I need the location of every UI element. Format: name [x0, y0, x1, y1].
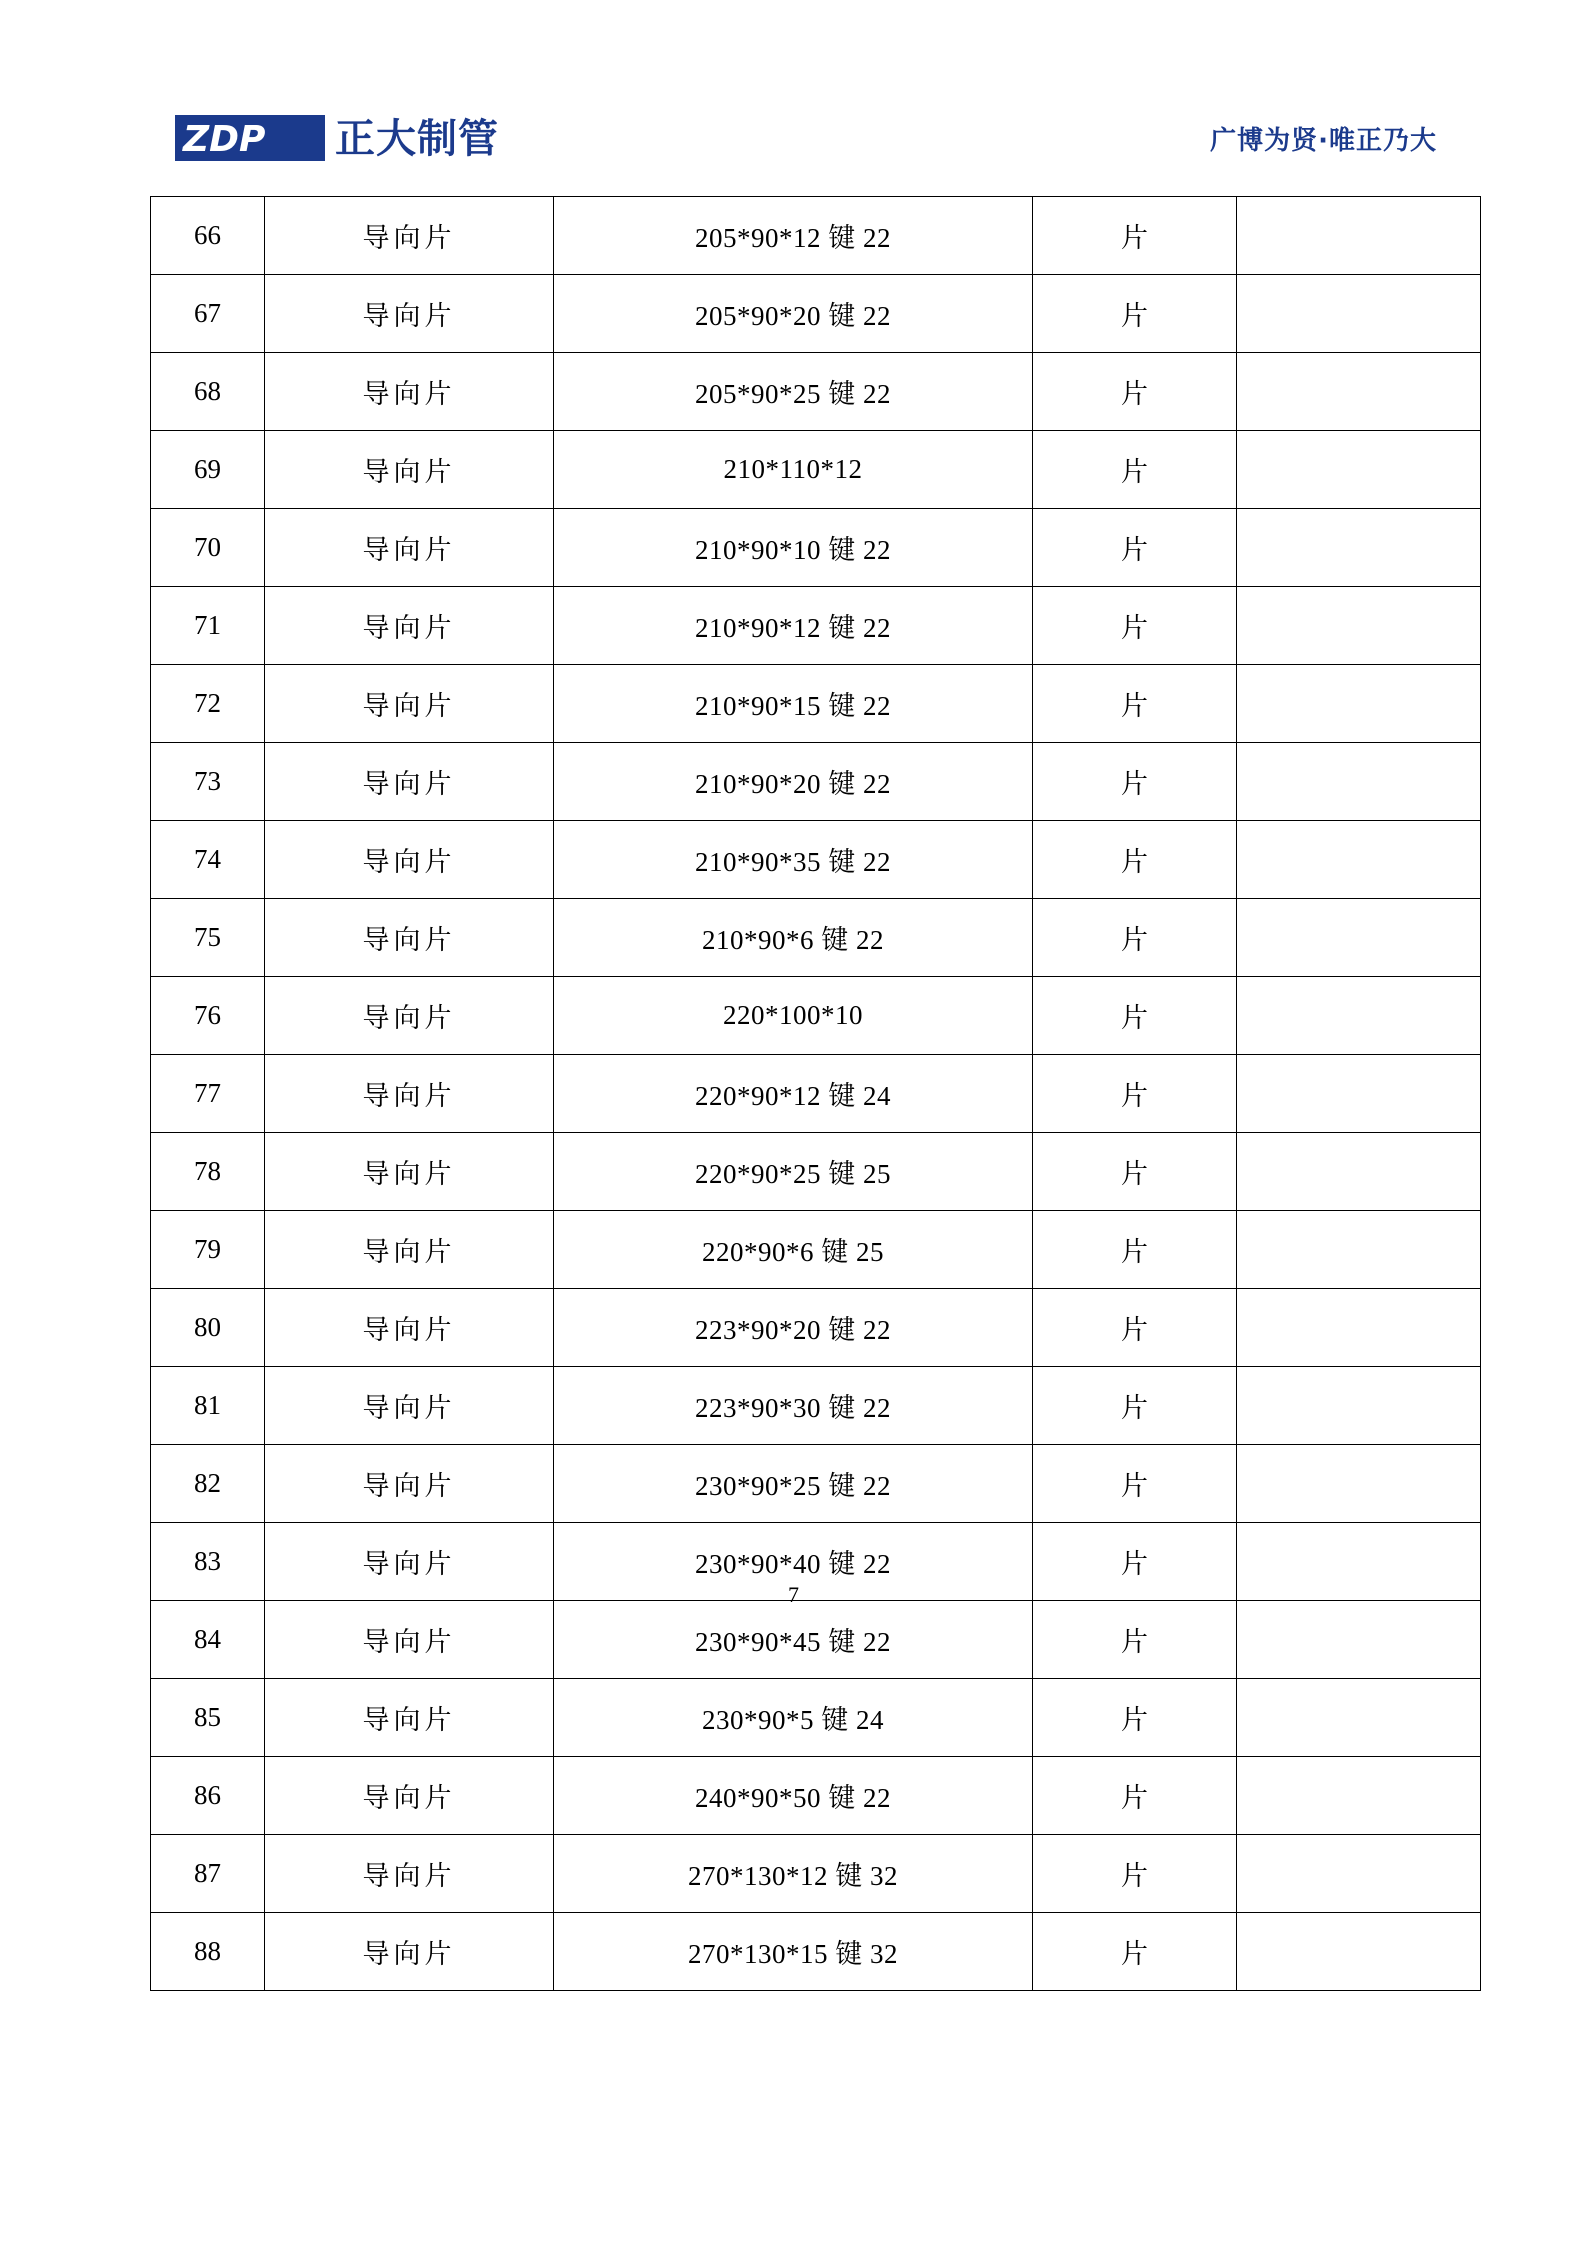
company-slogan: 广博为贤·唯正乃大 — [1210, 125, 1437, 156]
cell-spec: 230*90*25 键 22 — [554, 1445, 1033, 1523]
cell-name: 导向片 — [265, 977, 554, 1055]
cell-no: 87 — [151, 1835, 265, 1913]
cell-no: 78 — [151, 1133, 265, 1211]
cell-spec: 210*90*10 键 22 — [554, 509, 1033, 587]
cell-name: 导向片 — [265, 1445, 554, 1523]
cell-unit: 片 — [1033, 587, 1237, 665]
cell-no: 70 — [151, 509, 265, 587]
cell-no: 86 — [151, 1757, 265, 1835]
cell-name: 导向片 — [265, 1679, 554, 1757]
cell-spec: 230*90*40 键 22 — [554, 1523, 1033, 1601]
cell-qty — [1237, 977, 1481, 1055]
cell-name: 导向片 — [265, 1289, 554, 1367]
cell-qty — [1237, 1133, 1481, 1211]
cell-no: 66 — [151, 197, 265, 275]
cell-unit: 片 — [1033, 665, 1237, 743]
table-row — [151, 1757, 1481, 1835]
cell-spec: 220*90*25 键 25 — [554, 1133, 1033, 1211]
cell-spec: 210*90*15 键 22 — [554, 665, 1033, 743]
cell-no: 81 — [151, 1367, 265, 1445]
cell-spec: 223*90*30 键 22 — [554, 1367, 1033, 1445]
cell-spec: 210*90*6 键 22 — [554, 899, 1033, 977]
cell-spec: 220*90*6 键 25 — [554, 1211, 1033, 1289]
svg-text:ZDP: ZDP — [183, 119, 266, 160]
cell-spec: 270*130*15 键 32 — [554, 1913, 1033, 1991]
page-header — [175, 108, 1437, 168]
table-row — [151, 1367, 1481, 1445]
cell-qty — [1237, 1679, 1481, 1757]
cell-unit: 片 — [1033, 353, 1237, 431]
cell-no: 80 — [151, 1289, 265, 1367]
company-logo — [175, 115, 499, 161]
cell-qty — [1237, 1913, 1481, 1991]
cell-no: 68 — [151, 353, 265, 431]
cell-no: 77 — [151, 1055, 265, 1133]
table-row — [151, 743, 1481, 821]
table-row — [151, 1133, 1481, 1211]
table-row — [151, 1055, 1481, 1133]
cell-spec: 270*130*12 键 32 — [554, 1835, 1033, 1913]
table-row — [151, 197, 1481, 275]
cell-name: 导向片 — [265, 899, 554, 977]
cell-qty — [1237, 353, 1481, 431]
cell-qty — [1237, 1835, 1481, 1913]
table-row — [151, 1835, 1481, 1913]
cell-name: 导向片 — [265, 821, 554, 899]
cell-name: 导向片 — [265, 1913, 554, 1991]
cell-name: 导向片 — [265, 509, 554, 587]
cell-name: 导向片 — [265, 1211, 554, 1289]
cell-qty — [1237, 1367, 1481, 1445]
cell-no: 73 — [151, 743, 265, 821]
table-row — [151, 431, 1481, 509]
table-row — [151, 977, 1481, 1055]
cell-name: 导向片 — [265, 665, 554, 743]
table-row — [151, 899, 1481, 977]
table-row — [151, 275, 1481, 353]
cell-no: 71 — [151, 587, 265, 665]
cell-spec: 205*90*20 键 22 — [554, 275, 1033, 353]
cell-unit: 片 — [1033, 1055, 1237, 1133]
cell-no: 76 — [151, 977, 265, 1055]
cell-qty — [1237, 665, 1481, 743]
cell-spec: 220*100*10 — [554, 977, 1033, 1055]
cell-qty — [1237, 899, 1481, 977]
cell-no: 79 — [151, 1211, 265, 1289]
zdp-logo-icon — [175, 115, 325, 161]
table-row — [151, 1445, 1481, 1523]
table-row — [151, 1289, 1481, 1367]
cell-qty — [1237, 1601, 1481, 1679]
cell-qty — [1237, 743, 1481, 821]
cell-no: 83 — [151, 1523, 265, 1601]
cell-no: 67 — [151, 275, 265, 353]
cell-spec: 205*90*25 键 22 — [554, 353, 1033, 431]
cell-qty — [1237, 1445, 1481, 1523]
cell-no: 75 — [151, 899, 265, 977]
cell-spec: 210*110*12 — [554, 431, 1033, 509]
cell-spec: 230*90*45 键 22 — [554, 1601, 1033, 1679]
table-row — [151, 353, 1481, 431]
table-row — [151, 509, 1481, 587]
cell-spec: 210*90*12 键 22 — [554, 587, 1033, 665]
cell-name: 导向片 — [265, 587, 554, 665]
cell-unit: 片 — [1033, 1211, 1237, 1289]
cell-unit: 片 — [1033, 1757, 1237, 1835]
cell-unit: 片 — [1033, 1445, 1237, 1523]
cell-unit: 片 — [1033, 1835, 1237, 1913]
cell-no: 82 — [151, 1445, 265, 1523]
cell-unit: 片 — [1033, 1601, 1237, 1679]
cell-name: 导向片 — [265, 743, 554, 821]
cell-unit: 片 — [1033, 1913, 1237, 1991]
cell-qty — [1237, 1289, 1481, 1367]
cell-qty — [1237, 431, 1481, 509]
cell-name: 导向片 — [265, 197, 554, 275]
table-row — [151, 1679, 1481, 1757]
cell-no: 72 — [151, 665, 265, 743]
table-row — [151, 587, 1481, 665]
cell-unit: 片 — [1033, 977, 1237, 1055]
cell-qty — [1237, 587, 1481, 665]
cell-no: 84 — [151, 1601, 265, 1679]
table-row — [151, 665, 1481, 743]
cell-spec: 210*90*35 键 22 — [554, 821, 1033, 899]
cell-unit: 片 — [1033, 275, 1237, 353]
cell-name: 导向片 — [265, 1757, 554, 1835]
cell-name: 导向片 — [265, 431, 554, 509]
cell-spec: 223*90*20 键 22 — [554, 1289, 1033, 1367]
cell-no: 74 — [151, 821, 265, 899]
cell-name: 导向片 — [265, 1835, 554, 1913]
cell-unit: 片 — [1033, 1367, 1237, 1445]
cell-qty — [1237, 1055, 1481, 1133]
cell-qty — [1237, 509, 1481, 587]
cell-qty — [1237, 821, 1481, 899]
cell-spec: 205*90*12 键 22 — [554, 197, 1033, 275]
cell-name: 导向片 — [265, 1601, 554, 1679]
cell-unit: 片 — [1033, 743, 1237, 821]
cell-qty — [1237, 197, 1481, 275]
cell-qty — [1237, 1211, 1481, 1289]
company-name-cn: 正大制管 — [335, 116, 499, 162]
cell-spec: 220*90*12 键 24 — [554, 1055, 1033, 1133]
cell-name: 导向片 — [265, 1133, 554, 1211]
cell-spec: 210*90*20 键 22 — [554, 743, 1033, 821]
cell-name: 导向片 — [265, 1367, 554, 1445]
cell-spec: 240*90*50 键 22 — [554, 1757, 1033, 1835]
table-row — [151, 1211, 1481, 1289]
parts-table — [150, 196, 1481, 1991]
cell-unit: 片 — [1033, 1133, 1237, 1211]
cell-unit: 片 — [1033, 509, 1237, 587]
page-number: 7 — [788, 1582, 799, 1607]
cell-unit: 片 — [1033, 197, 1237, 275]
table-row — [151, 1913, 1481, 1991]
cell-unit: 片 — [1033, 899, 1237, 977]
cell-no: 85 — [151, 1679, 265, 1757]
cell-name: 导向片 — [265, 1055, 554, 1133]
cell-qty — [1237, 1757, 1481, 1835]
cell-no: 69 — [151, 431, 265, 509]
cell-no: 88 — [151, 1913, 265, 1991]
table-row — [151, 1601, 1481, 1679]
parts-table-body — [151, 197, 1481, 1991]
cell-name: 导向片 — [265, 1523, 554, 1601]
cell-unit: 片 — [1033, 821, 1237, 899]
cell-unit: 片 — [1033, 1523, 1237, 1601]
cell-spec: 230*90*5 键 24 — [554, 1679, 1033, 1757]
cell-unit: 片 — [1033, 1679, 1237, 1757]
cell-name: 导向片 — [265, 353, 554, 431]
table-row — [151, 821, 1481, 899]
cell-unit: 片 — [1033, 1289, 1237, 1367]
cell-name: 导向片 — [265, 275, 554, 353]
cell-unit: 片 — [1033, 431, 1237, 509]
cell-qty — [1237, 275, 1481, 353]
